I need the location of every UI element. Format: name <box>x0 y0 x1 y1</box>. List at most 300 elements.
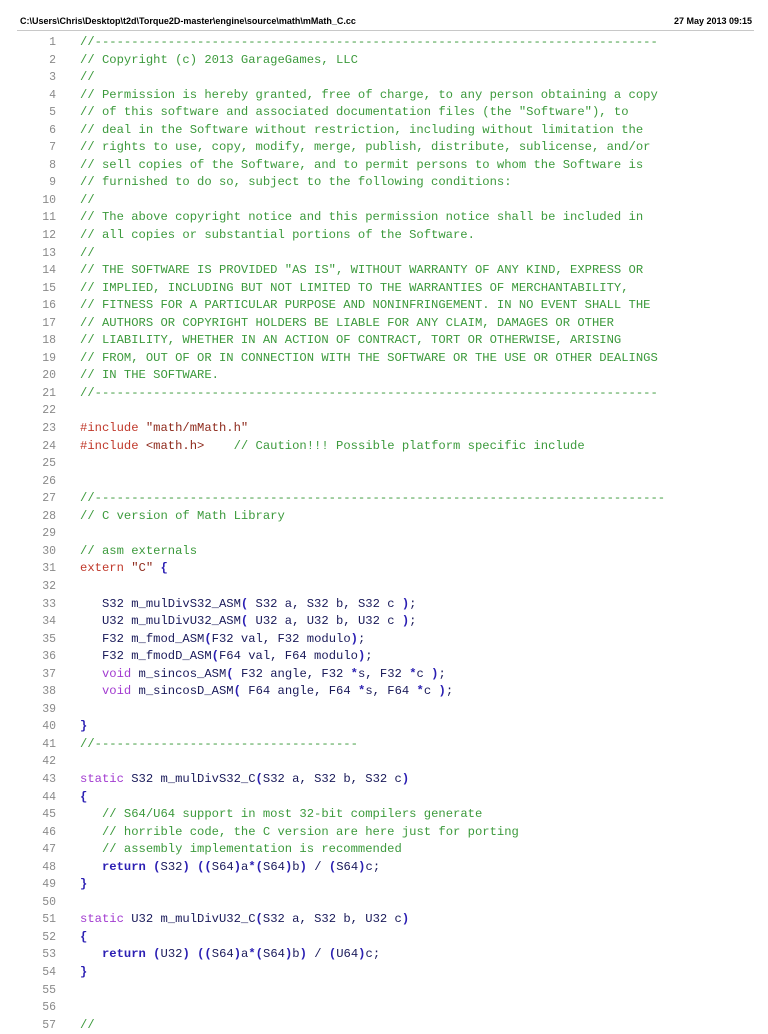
code-token: ( <box>255 912 263 927</box>
line-number: 18 <box>42 334 56 348</box>
line-number: 31 <box>42 562 56 576</box>
code-line <box>0 946 768 964</box>
line-number: 28 <box>42 509 56 523</box>
line-number: 54 <box>42 965 56 979</box>
code-token: * <box>350 666 358 681</box>
code-line <box>0 69 768 87</box>
code-token: #include <box>80 421 146 436</box>
line-text <box>80 964 87 982</box>
code-line <box>0 666 768 684</box>
line-number: 38 <box>42 685 56 699</box>
code-token: S32 <box>160 859 183 874</box>
line-number: 48 <box>42 860 56 874</box>
code-line <box>0 683 768 701</box>
line-number: 22 <box>42 404 56 418</box>
code-token: // Copyright (c) 2013 GarageGames, LLC <box>80 52 358 67</box>
code-line <box>0 964 768 982</box>
line-text <box>80 245 95 263</box>
code-token: // IMPLIED, INCLUDING BUT NOT LIMITED TO THE WARRANTIES OF MERCHANTABILITY, <box>80 280 629 295</box>
code-token: // deal in the Software without restriction, including without limitation the <box>80 122 644 137</box>
code-line <box>0 192 768 210</box>
line-number: 23 <box>42 422 56 436</box>
code-token <box>80 825 102 839</box>
line-number: 8 <box>49 158 56 172</box>
code-token: static <box>80 912 124 927</box>
code-line <box>0 999 768 1017</box>
line-number: 5 <box>49 106 56 120</box>
code-line <box>0 1017 768 1034</box>
code-line <box>0 648 768 666</box>
code-line <box>0 824 768 842</box>
line-number: 19 <box>42 351 56 365</box>
line-text <box>80 824 519 842</box>
code-token: S64 <box>336 859 359 874</box>
code-token: * <box>416 684 424 699</box>
code-line <box>0 806 768 824</box>
code-line <box>0 473 768 491</box>
code-token: * <box>409 666 417 681</box>
code-token: ) <box>401 614 410 629</box>
code-token: //----------------------------------------------------------------------------- <box>80 35 658 49</box>
line-number: 33 <box>42 597 56 611</box>
code-token: // Caution!!! Possible platform specific include <box>233 438 585 453</box>
code-token: F32 m_fmodD_ASM <box>80 649 212 664</box>
file-path: C:\Users\Chris\Desktop\t2d\Torque2D-master\engine\source\math\mMath_C.cc <box>20 16 356 26</box>
code-token: F32 val, F32 modulo <box>211 631 351 646</box>
line-number: 56 <box>42 1001 56 1015</box>
code-token: // asm externals <box>80 543 198 558</box>
code-line <box>0 771 768 789</box>
code-token: // FITNESS FOR A PARTICULAR PURPOSE AND NONINFRINGEMENT. IN NO EVENT SHALL THE <box>80 298 651 313</box>
line-text <box>80 420 248 438</box>
line-number: 37 <box>42 667 56 681</box>
code-line <box>0 543 768 561</box>
code-token: return <box>101 859 146 874</box>
line-text <box>80 139 650 157</box>
code-token: return <box>101 947 146 962</box>
line-number: 42 <box>42 755 56 769</box>
line-number: 16 <box>42 299 56 313</box>
code-token: S32 m_mulDivS32_ASM <box>80 596 241 611</box>
code-token: S64 <box>263 947 285 962</box>
line-text <box>80 367 219 385</box>
line-text <box>80 69 95 87</box>
code-token: a <box>241 859 249 874</box>
code-token: "math/mMath.h" <box>145 421 249 436</box>
code-token: ( <box>204 631 212 646</box>
code-line <box>0 262 768 280</box>
code-token: ; <box>438 666 446 681</box>
code-token: // all copies or substantial portions of the Software. <box>80 228 475 243</box>
code-line <box>0 525 768 543</box>
code-token: ) <box>401 912 410 927</box>
line-number: 30 <box>42 544 56 558</box>
code-token <box>80 860 102 874</box>
line-number: 6 <box>49 123 56 137</box>
code-token: //----------------------------------------------------------------------------- <box>80 385 658 400</box>
line-text <box>80 350 658 368</box>
code-token: S64 <box>211 947 234 962</box>
code-token: ; <box>409 596 417 611</box>
line-number: 1 <box>49 36 56 49</box>
line-text <box>80 911 409 929</box>
code-token: U64 <box>336 947 359 962</box>
code-token: ( <box>255 771 263 786</box>
line-number: 55 <box>42 983 56 997</box>
line-number: 35 <box>42 632 56 646</box>
code-token: // C version of Math Library <box>80 508 285 523</box>
code-token: s, F32 <box>357 666 410 681</box>
code-token: S32 a, S32 b, S32 c <box>248 596 402 611</box>
code-token: ) <box>233 859 242 874</box>
code-token: a <box>241 947 249 962</box>
line-number: 49 <box>42 878 56 892</box>
line-number: 41 <box>42 737 56 751</box>
code-token: { <box>80 929 88 944</box>
code-token: * <box>357 684 366 699</box>
code-token: ) <box>182 859 190 874</box>
line-number: 25 <box>42 457 56 471</box>
line-number: 44 <box>42 790 56 804</box>
code-line <box>0 718 768 736</box>
code-token: // The above copyright notice and this permission notice shall be included in <box>80 210 644 225</box>
code-token: void <box>101 684 132 699</box>
code-token: //------------------------------------ <box>80 736 358 751</box>
line-text <box>80 508 285 526</box>
line-number: 32 <box>42 579 56 593</box>
line-text <box>80 315 614 333</box>
code-line <box>0 736 768 754</box>
code-token: ) <box>233 947 242 962</box>
code-token: b <box>292 859 300 874</box>
code-line <box>0 122 768 140</box>
line-number: 52 <box>42 930 56 944</box>
code-token: ) <box>401 596 410 611</box>
code-token: ) <box>299 947 307 962</box>
line-text <box>80 1017 95 1034</box>
code-token: *( <box>248 859 263 874</box>
code-token: ; <box>365 649 373 664</box>
code-token: ( <box>211 649 219 664</box>
line-text <box>80 192 95 210</box>
line-number: 14 <box>42 264 56 278</box>
code-token: ( <box>328 859 337 874</box>
code-token: c; <box>365 947 381 962</box>
line-number: 3 <box>49 71 56 85</box>
line-text <box>80 631 365 649</box>
line-text <box>80 332 621 350</box>
line-text <box>80 946 380 964</box>
line-number: 36 <box>42 650 56 664</box>
code-token: ) <box>431 666 439 681</box>
code-token <box>80 684 102 698</box>
code-token: extern <box>80 561 132 576</box>
code-line <box>0 209 768 227</box>
code-line <box>0 929 768 947</box>
code-line <box>0 596 768 614</box>
line-number: 51 <box>42 913 56 927</box>
line-text <box>80 122 643 140</box>
code-token: ) <box>358 947 366 962</box>
code-line <box>0 420 768 438</box>
line-text <box>80 666 446 684</box>
line-text <box>80 929 87 947</box>
line-number: 9 <box>49 176 56 190</box>
code-line <box>0 894 768 912</box>
line-text <box>80 683 453 701</box>
code-token <box>190 947 197 961</box>
code-token: } <box>80 877 88 892</box>
code-token: // horrible code, the C version are here just for porting <box>101 824 519 839</box>
code-line <box>0 174 768 192</box>
code-line <box>0 315 768 333</box>
code-token: / <box>306 859 329 874</box>
code-token: U32 m_mulDivU32_ASM <box>80 614 241 629</box>
code-token: ) <box>438 684 446 699</box>
line-text <box>80 806 482 824</box>
code-token: ) <box>284 947 293 962</box>
line-number: 47 <box>42 843 56 857</box>
code-token: static <box>80 771 124 786</box>
code-token: ( <box>233 684 241 699</box>
line-text <box>80 789 87 807</box>
line-text <box>80 34 658 52</box>
line-number: 34 <box>42 615 56 629</box>
code-line <box>0 490 768 508</box>
line-text <box>80 543 197 561</box>
line-text <box>80 771 409 789</box>
code-line <box>0 876 768 894</box>
code-line <box>0 227 768 245</box>
code-line <box>0 245 768 263</box>
code-line <box>0 367 768 385</box>
line-number: 50 <box>42 895 56 909</box>
code-token: // AUTHORS OR COPYRIGHT HOLDERS BE LIABLE FOR ANY CLAIM, DAMAGES OR OTHER <box>80 315 614 330</box>
code-token: S32 a, S32 b, U32 c <box>262 912 402 927</box>
line-number: 39 <box>42 702 56 716</box>
code-token: // of this software and associated documentation files (the "Software"), to <box>80 105 629 120</box>
code-token: ) <box>358 859 366 874</box>
code-line <box>0 297 768 315</box>
line-text <box>80 648 373 666</box>
line-text <box>80 262 643 280</box>
code-token: F64 val, F64 modulo <box>218 649 358 664</box>
line-text <box>80 438 585 456</box>
code-token: // THE SOFTWARE IS PROVIDED "AS IS", WITHOUT WARRANTY OF ANY KIND, EXPRESS OR <box>80 263 644 278</box>
line-text <box>80 841 402 859</box>
line-number: 2 <box>49 53 56 67</box>
code-line <box>0 280 768 298</box>
code-token: //------------------------------------------------------------------------------ <box>80 491 666 506</box>
line-number: 24 <box>42 439 56 453</box>
line-text <box>80 718 87 736</box>
code-token: S32 a, S32 b, S32 c <box>262 771 402 786</box>
code-token: #include <box>80 438 146 453</box>
code-token: // <box>80 192 95 207</box>
code-line <box>0 402 768 420</box>
code-token: ; <box>357 631 366 646</box>
line-number: 27 <box>42 492 56 506</box>
code-token: // FROM, OUT OF OR IN CONNECTION WITH THE SOFTWARE OR THE USE OR OTHER DEALINGS <box>80 350 658 365</box>
code-token: s, F64 <box>365 684 417 699</box>
code-token: ) <box>182 947 190 962</box>
code-line <box>0 350 768 368</box>
code-token: ( <box>328 947 337 962</box>
line-text <box>80 560 168 578</box>
code-token: ( <box>240 596 249 611</box>
code-token: F32 m_fmod_ASM <box>80 631 205 646</box>
code-token: ( <box>153 947 161 962</box>
code-token: c <box>416 666 432 681</box>
line-text <box>80 297 650 315</box>
code-token: ( <box>226 666 234 681</box>
code-token: (( <box>197 859 212 874</box>
code-token: m_sincosD_ASM <box>131 684 234 699</box>
code-token: b <box>292 947 300 962</box>
code-line <box>0 385 768 403</box>
code-line <box>0 631 768 649</box>
line-number: 29 <box>42 527 56 541</box>
code-token <box>80 947 102 961</box>
line-text <box>80 490 665 508</box>
code-line <box>0 87 768 105</box>
line-number: 26 <box>42 474 56 488</box>
header-divider <box>17 30 754 31</box>
code-token: <math.h> <box>145 438 205 453</box>
code-token: ( <box>240 614 249 629</box>
line-number: 40 <box>42 720 56 734</box>
line-text <box>80 227 475 245</box>
code-token: } <box>80 964 88 979</box>
line-text <box>80 859 380 877</box>
code-line <box>0 859 768 877</box>
code-token: // <box>80 245 95 260</box>
code-line <box>0 438 768 456</box>
code-token: F32 angle, F32 <box>233 666 351 681</box>
code-token: U32 m_mulDivU32_C <box>123 912 256 927</box>
code-line <box>0 911 768 929</box>
document-header <box>0 0 768 28</box>
line-text <box>80 209 643 227</box>
code-token <box>204 439 233 453</box>
code-token: c; <box>365 859 381 874</box>
code-token: // S64/U64 support in most 32-bit compilers generate <box>101 807 483 822</box>
code-token: U32 <box>160 947 183 962</box>
code-token: // IN THE SOFTWARE. <box>80 368 219 383</box>
code-token: ) <box>401 771 410 786</box>
code-token <box>190 860 197 874</box>
code-token: void <box>101 666 132 681</box>
line-text <box>80 157 643 175</box>
code-line <box>0 613 768 631</box>
code-line <box>0 701 768 719</box>
line-number: 20 <box>42 369 56 383</box>
code-token: S32 m_mulDivS32_C <box>123 771 256 786</box>
code-line <box>0 157 768 175</box>
code-token: // furnished to do so, subject to the following conditions: <box>80 175 512 190</box>
code-line <box>0 578 768 596</box>
code-token: ) <box>299 859 307 874</box>
code-token: "C" <box>131 561 161 576</box>
line-text <box>80 876 87 894</box>
code-token: m_sincos_ASM <box>131 666 227 681</box>
code-token: ; <box>445 684 454 699</box>
line-number: 10 <box>42 193 56 207</box>
line-text <box>80 52 358 70</box>
line-text <box>80 613 416 631</box>
code-token: S64 <box>263 859 285 874</box>
line-number: 45 <box>42 808 56 822</box>
code-line <box>0 753 768 771</box>
line-number: 57 <box>42 1018 56 1032</box>
line-number: 53 <box>42 948 56 962</box>
code-line <box>0 508 768 526</box>
code-token: ) <box>357 649 366 664</box>
code-token <box>80 842 102 856</box>
print-date: 27 May 2013 09:15 <box>673 16 752 26</box>
code-line <box>0 789 768 807</box>
code-token: // <box>80 70 95 85</box>
code-token: *( <box>248 947 263 962</box>
code-line <box>0 139 768 157</box>
code-line <box>0 104 768 122</box>
code-line <box>0 34 768 52</box>
code-token: F64 angle, F64 <box>240 684 358 699</box>
code-token: ( <box>153 859 161 874</box>
code-token: } <box>80 719 88 734</box>
line-text <box>80 385 658 403</box>
line-text <box>80 736 358 754</box>
code-token: // sell copies of the Software, and to permit persons to whom the Software is <box>80 157 644 172</box>
line-text <box>80 596 416 614</box>
code-listing <box>0 34 768 1034</box>
line-number: 43 <box>42 772 56 786</box>
code-token <box>80 667 102 681</box>
code-token: S64 <box>211 859 234 874</box>
code-token: ) <box>350 631 358 646</box>
code-token: ; <box>409 614 417 629</box>
code-line <box>0 455 768 473</box>
code-token: ) <box>284 859 293 874</box>
line-number: 7 <box>49 141 56 155</box>
line-number: 4 <box>49 88 56 102</box>
code-token: // LIABILITY, WHETHER IN AN ACTION OF CONTRACT, TORT OR OTHERWISE, ARISING <box>80 333 622 348</box>
code-token: // assembly implementation is recommended <box>101 842 402 857</box>
code-token: // <box>80 1017 95 1032</box>
line-text <box>80 104 629 122</box>
line-number: 21 <box>42 386 56 400</box>
line-number: 46 <box>42 825 56 839</box>
code-token: { <box>80 789 88 804</box>
line-number: 13 <box>42 246 56 260</box>
code-line <box>0 52 768 70</box>
line-number: 15 <box>42 281 56 295</box>
line-text <box>80 280 629 298</box>
line-text <box>80 87 658 105</box>
code-line <box>0 841 768 859</box>
code-token: // rights to use, copy, modify, merge, publish, distribute, sublicense, and/or <box>80 140 651 155</box>
code-token: c <box>423 684 439 699</box>
line-number: 11 <box>42 211 56 225</box>
code-token: (( <box>197 947 212 962</box>
code-token: { <box>160 561 168 576</box>
line-number: 12 <box>42 229 56 243</box>
code-token: // Permission is hereby granted, free of charge, to any person obtaining a copy <box>80 87 658 102</box>
code-line <box>0 982 768 1000</box>
line-number: 17 <box>42 316 56 330</box>
code-token: U32 a, U32 b, U32 c <box>248 614 402 629</box>
code-token: / <box>306 947 329 962</box>
